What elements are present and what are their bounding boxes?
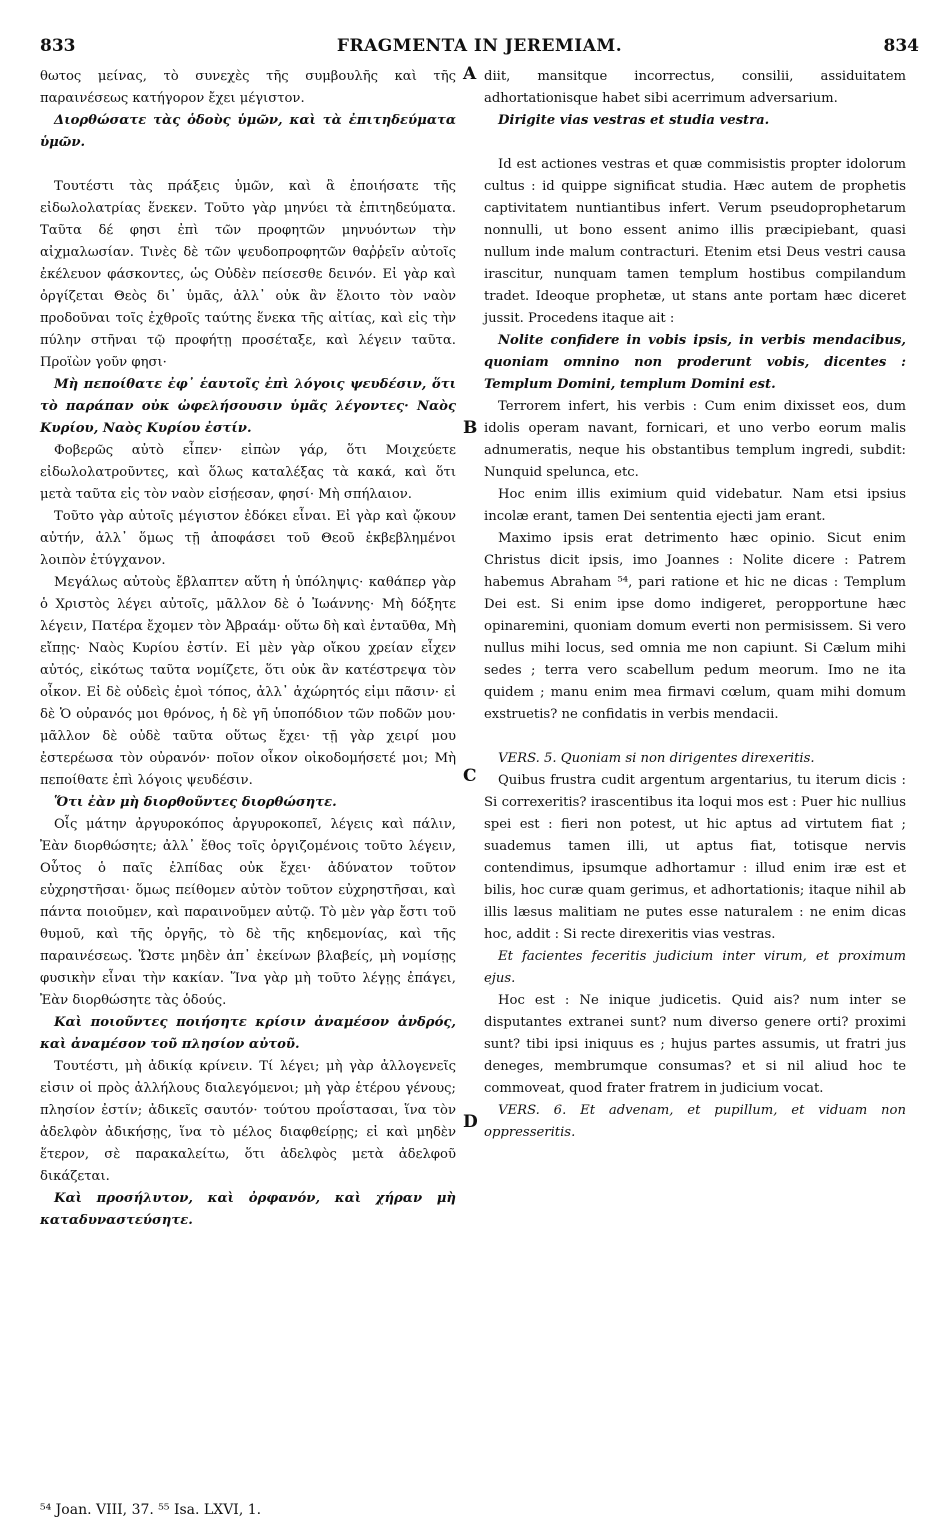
greek-lemma: Ὅτι ἐὰν μὴ διορθοῦντες διορθώσητε. xyxy=(54,795,337,810)
footnotes: ⁵⁴ Joan. VIII, 37. ⁵⁵ Isa. LXVI, 1. xyxy=(40,1502,262,1518)
greek-lemma: Μὴ πεποίθατε ἐφ᾽ ἑαυτοῖς ἐπὶ λόγοις ψευδέσιν, ὅτι τὸ παράπαν οὐκ ὠφελήσουσιν ὑμᾶς λέγοντες· Ναὸς Κυρίου, Ναὸς Κυρίου ἐστίν. xyxy=(40,377,456,436)
greek-paragraph: Τοῦτο γὰρ αὐτοῖς μέγιστον ἐδόκει εἶναι. Εἰ γὰρ καὶ ᾤκουν αὐτήν, ἀλλ᾽ ὅμως τῇ ἀποφάσει τοῦ Θεοῦ ἐκβεβλημένοι λοιπὸν ἐτύγχανον. xyxy=(40,509,456,568)
latin-lemma: Nolite confidere in vobis ipsis, in verbis mendacibus, quoniam omnino non proderunt vobis, dicentes : Templum Domini, templum Domini est. xyxy=(484,333,906,392)
latin-paragraph: Quibus frustra cudit argentum argentarius, tu iterum dicis : Si correxeritis? irascentibus ita loqui mos est : Puer hic nullius spei est : fieri non potest, ut hic aptus ad virtutem fiat ; suademus tamen illi, ut aptus fiat, totisque nervis contendimus, ipsumque adhortamur : illud enim iræ est et bilis, hoc curæ quam gerimus, et adhortationis; itaque nihil ab illis læsus malitiam ne putes esse naturalem : ne enim dicas hoc, addit : Si recte direxeritis vias vestras. xyxy=(484,773,906,942)
margin-marker-a: A xyxy=(463,64,477,84)
latin-paragraph: Maximo ipsis erat detrimento hæc opinio. Sicut enim Christus dicit ipsis, imo Joannes : Nolite dicere : Patrem habemus Abraham ⁵⁴, pari ratione et hic ne dicas : Templum Dei est. Si enim ipse domo indigeret, peropportune hæc opinaremini, quoniam domum everti non permisissem. Si vero nullus mihi locus, sed omnia me non capiunt. Si Cælum mihi sedes ; terra vero scabellum pedum meorum. Imo ne ita quidem ; manu enim mea firmavi cœlum, quam mihi domum exstruetis? ne confidatis in verbis mendacii. xyxy=(484,531,906,722)
greek-paragraph: θωτος μείνας, τὸ συνεχὲς τῆς συμβουλῆς καὶ τῆς παραινέσεως κατήγορον ἔχει μέγιστον. xyxy=(40,69,456,106)
margin-marker-b: B xyxy=(463,418,478,438)
margin-marker-d: D xyxy=(463,1112,478,1132)
greek-paragraph: Τουτέστι τὰς πράξεις ὑμῶν, καὶ ἃ ἐποιήσατε τῆς εἰδωλολατρίας ἕνεκεν. Τοῦτο γὰρ μηνύει τὰ ἐπιτηδεύματα. Ταῦτα δέ φησι ἐπὶ τῶν προφητῶν μηνυόντων τὴν αἰχμαλωσίαν. Τινὲς δὲ τῶν ψευδοπροφητῶν θαῤῥεῖν αὐτοῖς ἐκέλευον φάσκοντες, ὡς Οὐδὲν πείσεσθε δεινόν. Εἰ γὰρ καὶ ὀργίζεται Θεὸς δι᾽ ὑμᾶς, ἀλλ᾽ οὐκ ἂν ἕλοιτο τὸν ναὸν προδοῦναι τοῖς ἐχθροῖς ταύτης ἕνεκα τῆς αἰτίας, καὶ εἰς τὴν πύλην στῆναι τῷ προφήτῃ προσέταξε, καὶ λέγειν ταῦτα. Προϊὼν γοῦν φησι· xyxy=(40,179,456,370)
greek-lemma: Διορθώσατε τὰς ὁδοὺς ὑμῶν, καὶ τὰ ἐπιτηδεύματα ὑμῶν. xyxy=(40,113,456,150)
latin-column xyxy=(484,66,906,1144)
greek-column xyxy=(40,66,456,1232)
latin-paragraph: Terrorem infert, his verbis : Cum enim dixisset eos, dum idolis operam navant, fornicari, et uno verbo eorum malis adnumeratis, neque his obstantibus templum ingredi, subdit: Nunquid spelunca, etc. xyxy=(484,399,906,480)
latin-paragraph: diit, mansitque incorrectus, consilii, assiduitatem adhortationisque habet sibi acerrimum adversarium. xyxy=(484,69,906,106)
greek-lemma: Καὶ ποιοῦντες ποιήσητε κρίσιν ἀναμέσον ἀνδρός, καὶ ἀναμέσον τοῦ πλησίον αὐτοῦ. xyxy=(40,1015,456,1052)
page-title: FRAGMENTA IN JEREMIAM. xyxy=(336,36,623,56)
page-number-left: 833 xyxy=(40,36,76,56)
greek-lemma: Καὶ προσήλυτον, καὶ ὀρφανόν, καὶ χήραν μὴ καταδυναστεύσητε. xyxy=(40,1191,456,1228)
latin-paragraph: Hoc enim illis eximium quid videbatur. Nam etsi ipsius incolæ erant, tamen Dei sententia ejecti jam erant. xyxy=(484,487,906,524)
latin-lemma: Dirigite vias vestras et studia vestra. xyxy=(498,113,770,128)
running-header xyxy=(40,36,919,58)
margin-marker-c: C xyxy=(463,766,477,786)
greek-paragraph: Τουτέστι, μὴ ἀδικίᾳ κρίνειν. Τί λέγει; μὴ γὰρ ἀλλογενεῖς εἰσιν οἱ πρὸς ἀλλήλους διαλεγόμενοι; μὴ γὰρ ἑτέρου γένους; πλησίον ἐστίν; ἀδικεῖς σαυτόν· τούτου προΐστασαι, ἵνα τὸν ἀδελφὸν ἀδικήσῃς, ἵνα τὸ μέλος διαφθείρῃς; εἰ καὶ μηδὲν ἕτερον, σὲ παρακαλείτω, ὅτι ἀδελφὸς μετὰ ἀδελφοῦ δικάζεται. xyxy=(40,1059,456,1184)
greek-paragraph: Φοβερῶς αὐτὸ εἶπεν· εἰπὼν γάρ, ὅτι Μοιχεύετε εἰδωλολατροῦντες, καὶ ὅλως καταλέξας τὰ κακά, καὶ ὅτι μετὰ ταῦτα εἰς τὸν ναὸν εἰσῄεσαν, φησί· Μὴ σπήλαιον. xyxy=(40,443,456,502)
verse-heading: VERS. 5. Quoniam si non dirigentes direxeritis. xyxy=(498,751,815,766)
page-number-right: 834 xyxy=(883,36,919,56)
latin-paragraph: Hoc est : Ne inique judicetis. Quid ais? num inter se disputantes extranei sunt? num diverso genere orti? proximi sunt? tibi ipsi iniquus es ; hujus partes assumis, ut fratri jus deneges, membrumque consumas? et si nil aliud hoc te commoveat, quod frater fratrem in judicium vocat. xyxy=(484,993,906,1096)
latin-lemma: Et facientes feceritis judicium inter virum, et proximum ejus. xyxy=(484,949,906,986)
greek-paragraph: Μεγάλως αὐτοὺς ἔβλαπτεν αὕτη ἡ ὑπόληψις· καθάπερ γὰρ ὁ Χριστὸς λέγει αὐτοῖς, μᾶλλον δὲ ὁ Ἰωάννης· Μὴ δόξητε λέγειν, Πατέρα ἔχομεν τὸν Ἀβραάμ· οὕτω δὴ καὶ ἐνταῦθα, Μὴ εἴπῃς· Ναὸς Κυρίου ἐστίν. Εἰ μὲν γὰρ οἴκου χρείαν εἶχεν αὐτός, εἰκότως ταῦτα νομίζετε, ὅτι οὐκ ἂν κατέστρεψα τὸν οἶκον. Εἰ δὲ οὐδεὶς ἐμοὶ τόπος, ἀλλ᾽ ἀχώρητός εἰμι πᾶσιν· εἰ δὲ Ὁ οὐρανός μοι θρόνος, ἡ δὲ γῆ ὑποπόδιον τῶν ποδῶν μου· μᾶλλον δὲ οὐδὲ ταῦτα οὕτως ἔχει· τῇ γὰρ χειρί μου ἐστερέωσα τὸν οὐρανόν· ποῖον οἶκον οἰκοδομήσετέ μοι; Μὴ πεποίθατε ἐπὶ λόγοις ψευδέσιν. xyxy=(40,575,456,788)
verse-heading: VERS. 6. Et advenam, et pupillum, et viduam non oppresseritis. xyxy=(484,1103,906,1140)
latin-paragraph: Id est actiones vestras et quæ commisistis propter idolorum cultus : id quippe significat studia. Hæc autem de prophetis captivitatem nuntiantibus infert. Verum pseudoprophetarum nonnulli, ut bono essent animo illis præcipiebant, quasi nullum inde malum contracturi. Etenim etsi Deus vestri causa irascitur, nunquam tamen templum hostibus compilandum tradet. Ideoque prophetæ, ut stans ante portam hæc diceret jussit. Procedens itaque ait : xyxy=(484,157,906,326)
greek-paragraph: Οἷς μάτην ἀργυροκόπος ἀργυροκοπεῖ, λέγεις καὶ πάλιν, Ἐὰν διορθώσητε; ἀλλ᾽ ἔθος τοῖς ὀργιζομένοις τοῦτο λέγειν, Οὗτος ὁ παῖς ἐλπίδας οὐκ ἔχει· ἀδύνατον τοῦτον εὐχρηστῆσαι· ὅμως πείθομεν αὐτὸν τοῦτον εὐχρηστῆσαι, καὶ πάντα ποιοῦμεν, καὶ παραινοῦμεν αὐτῷ. Τὸ μὲν γὰρ ἔστι τοῦ θυμοῦ, καὶ τῆς ὀργῆς, τὸ δὲ τῆς κηδεμονίας, καὶ τῆς παραινέσεως. Ὥστε μηδὲν ἀπ᾽ ἐκείνων βλαβείς, μὴ νομίσῃς φυσικὴν εἶναι τὴν κακίαν. Ἵνα γὰρ μὴ τοῦτο λέγῃς ἐπάγει, Ἐὰν διορθώσητε τὰς ὁδούς. xyxy=(40,817,456,1008)
